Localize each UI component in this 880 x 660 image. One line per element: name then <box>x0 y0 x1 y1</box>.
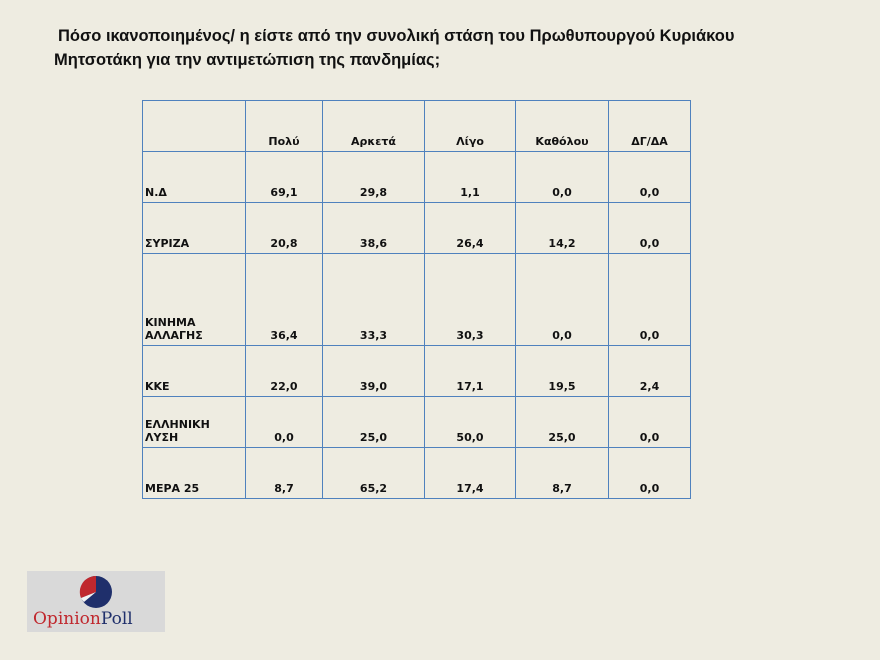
table-cell: 19,5 <box>516 346 609 397</box>
table-cell: 36,4 <box>246 254 323 346</box>
table-cell: 17,4 <box>425 448 516 499</box>
table-row <box>143 346 691 397</box>
table-cell: 50,0 <box>425 397 516 448</box>
table-cell: 0,0 <box>609 448 691 499</box>
row-label: Ν.Δ <box>143 152 246 203</box>
table-cell: 30,3 <box>425 254 516 346</box>
table-cell: 25,0 <box>323 397 425 448</box>
logo-text <box>33 609 133 629</box>
header-cell-katholou: Καθόλου <box>516 101 609 152</box>
table-cell: 2,4 <box>609 346 691 397</box>
table-cell: 69,1 <box>246 152 323 203</box>
table-cell: 8,7 <box>516 448 609 499</box>
title-line-1: Πόσο ικανοποιημένος/ η είστε από την συνολική στάση του Πρωθυπουργού Κυριάκου <box>58 27 735 45</box>
table-cell: 22,0 <box>246 346 323 397</box>
table-row <box>143 448 691 499</box>
header-cell-empty <box>143 101 246 152</box>
table-cell: 1,1 <box>425 152 516 203</box>
header-cell-poly: Πολύ <box>246 101 323 152</box>
table-cell: 29,8 <box>323 152 425 203</box>
row-label-line-1: ΚΙΝΗΜΑ <box>145 316 196 329</box>
header-cell-arketa: Αρκετά <box>323 101 425 152</box>
table-cell: 26,4 <box>425 203 516 254</box>
table-cell: 65,2 <box>323 448 425 499</box>
opinionpoll-logo <box>27 571 165 632</box>
table-cell: 0,0 <box>609 152 691 203</box>
table-row <box>143 397 691 448</box>
logo-text-poll: Poll <box>100 609 133 629</box>
table-row <box>143 203 691 254</box>
table-cell: 0,0 <box>516 254 609 346</box>
table-cell: 38,6 <box>323 203 425 254</box>
table-cell: 0,0 <box>609 254 691 346</box>
table-cell: 25,0 <box>516 397 609 448</box>
table-row <box>143 152 691 203</box>
table-header-row <box>143 101 691 152</box>
table-cell: 17,1 <box>425 346 516 397</box>
title-line-2: Μητσοτάκη για την αντιμετώπιση της πανδημίας; <box>54 51 441 69</box>
row-label: ΣΥΡΙΖΑ <box>143 203 246 254</box>
table-cell: 0,0 <box>516 152 609 203</box>
row-label: ΜΕΡΑ 25 <box>143 448 246 499</box>
table-cell: 0,0 <box>246 397 323 448</box>
table-cell: 8,7 <box>246 448 323 499</box>
table-cell: 20,8 <box>246 203 323 254</box>
logo-text-opinion: Opinion <box>33 609 101 629</box>
table-cell: 39,0 <box>323 346 425 397</box>
table-row <box>143 254 691 346</box>
logo-circle-icon <box>75 574 115 610</box>
table-cell: 0,0 <box>609 397 691 448</box>
page-title <box>54 24 854 72</box>
results-table <box>142 100 691 499</box>
table-cell: 0,0 <box>609 203 691 254</box>
table-cell: 14,2 <box>516 203 609 254</box>
row-label-line-2: ΑΛΛΑΓΗΣ <box>145 329 203 342</box>
row-label <box>143 254 246 346</box>
header-cell-dgda: ΔΓ/ΔΑ <box>609 101 691 152</box>
row-label: ΕΛΛΗΝΙΚΗ ΛΥΣΗ <box>143 397 246 448</box>
header-cell-ligo: Λίγο <box>425 101 516 152</box>
row-label: ΚΚΕ <box>143 346 246 397</box>
table-cell: 33,3 <box>323 254 425 346</box>
